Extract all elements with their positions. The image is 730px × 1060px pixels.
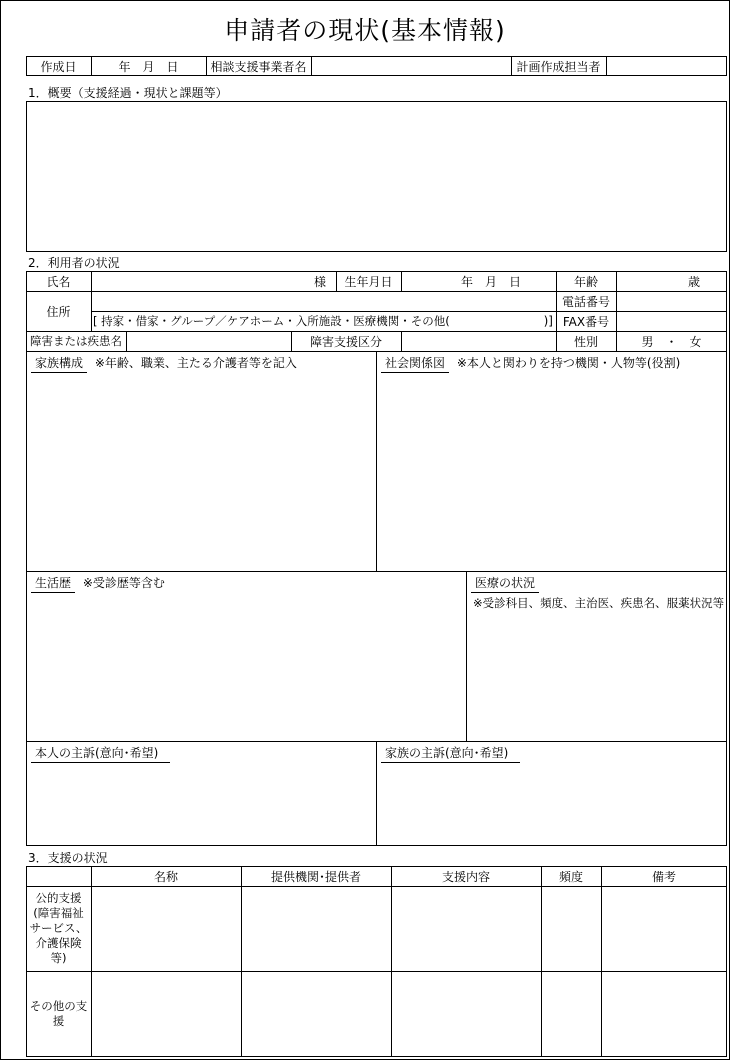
- birthdate-label: 生年月日: [344, 274, 393, 289]
- family-wish-label: 家族の主訴(意向･希望): [381, 744, 520, 763]
- fax-label: FAX番号: [562, 314, 610, 329]
- family-section[interactable]: [31, 354, 297, 373]
- col-remarks-header: 備考: [651, 869, 676, 884]
- support-category-field[interactable]: [401, 331, 556, 351]
- family-note: ※年齢、職業、主たる介護者等を記入: [94, 356, 297, 370]
- office-name-field[interactable]: [311, 56, 511, 76]
- col-content-header: 支援内容: [441, 869, 490, 884]
- page-title: 申請者の現状(基本情報): [224, 16, 506, 45]
- residence-type-options[interactable]: [ 持家・借家・グループ／ケアホーム・入所施設・医療機関・その他(: [93, 314, 450, 328]
- phone-field[interactable]: [616, 291, 727, 311]
- social-note: ※本人と関わりを持つ機関・人物等(役割): [456, 356, 681, 370]
- name-field[interactable]: [91, 271, 336, 291]
- age-field[interactable]: [616, 271, 727, 291]
- residence-type-close: )]: [543, 314, 553, 328]
- other-support-label: その他の支援: [29, 999, 88, 1028]
- history-section[interactable]: [31, 574, 165, 593]
- section1-heading: 1．概要（支援経過・現状と課題等）: [28, 86, 228, 100]
- birthdate-field[interactable]: 年 月 日: [460, 274, 521, 289]
- medical-label: 医療の状況: [471, 574, 539, 593]
- medical-note: ※受診科目、頻度、主治医、疾患名、服薬状況等: [473, 596, 725, 610]
- gender-label: 性別: [573, 334, 598, 349]
- planner-label: 計画作成担当者: [516, 59, 601, 74]
- address-field[interactable]: [91, 291, 556, 311]
- name-label: 氏名: [46, 274, 71, 289]
- self-wish-label: 本人の主訴(意向･希望): [31, 744, 170, 763]
- gender-options[interactable]: 男 ・ 女: [641, 334, 702, 349]
- support-table: [26, 866, 727, 1057]
- history-note: ※受診歴等含む: [82, 576, 165, 590]
- medical-section[interactable]: [471, 574, 539, 593]
- public-support-label: 公的支援(障害福祉サービス、介護保険等): [29, 891, 88, 965]
- honorific-text: 様: [313, 274, 326, 289]
- summary-box[interactable]: [26, 101, 727, 252]
- col-frequency-header: 頻度: [558, 869, 583, 884]
- section3-heading: 3．支援の状況: [28, 851, 108, 865]
- office-name-label: 相談支援事業者名: [210, 59, 307, 74]
- planner-field[interactable]: [606, 56, 727, 76]
- col-name-header: 名称: [153, 869, 178, 884]
- disability-label: 障害または疾患名: [30, 334, 122, 348]
- created-date-field[interactable]: 年 月 日: [118, 59, 179, 74]
- history-label: 生活歴: [31, 574, 75, 593]
- social-section[interactable]: [381, 354, 680, 373]
- disability-field[interactable]: [126, 331, 291, 351]
- phone-label: 電話番号: [561, 294, 610, 309]
- family-wish-section[interactable]: [381, 744, 520, 763]
- support-category-label: 障害支援区分: [309, 334, 382, 349]
- col-provider-header: 提供機関･提供者: [270, 869, 361, 884]
- family-label: 家族構成: [31, 354, 87, 373]
- age-label: 年齢: [573, 274, 598, 289]
- created-date-label: 作成日: [40, 59, 77, 74]
- social-label: 社会関係図: [381, 354, 449, 373]
- self-wish-section[interactable]: [31, 744, 170, 763]
- age-unit: 歳: [687, 274, 700, 289]
- section2-heading: 2．利用者の状況: [28, 256, 120, 270]
- address-label: 住所: [46, 304, 71, 319]
- fax-field[interactable]: [616, 311, 727, 331]
